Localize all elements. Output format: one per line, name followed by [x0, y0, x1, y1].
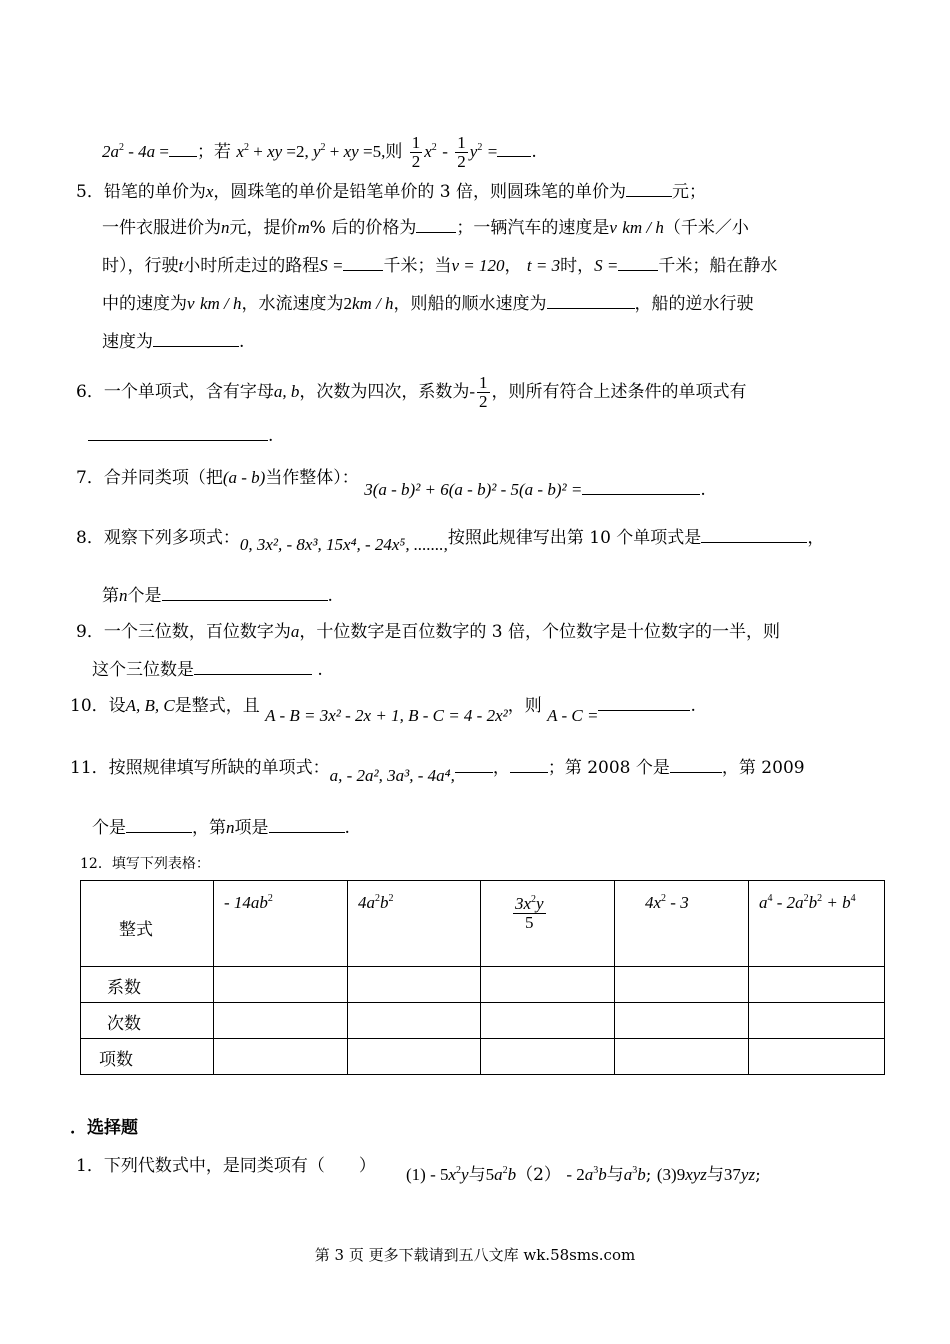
table-row: 系数 — [81, 967, 885, 1003]
answer-blank[interactable] — [582, 478, 700, 495]
answer-blank[interactable] — [88, 424, 268, 441]
answer-blank[interactable] — [343, 254, 383, 271]
q5-line1: 5．铅笔的单价为x，圆珠笔的单价是铅笔单价的 3 倍，则圆珠笔的单价为 元； — [76, 182, 706, 202]
table-col-header: - $14ab^2$ — [214, 881, 348, 967]
answer-blank[interactable] — [701, 526, 807, 543]
answer-blank[interactable] — [547, 292, 635, 309]
page-footer: 第 3 页 更多下载请到五八文库 wk.58sms.com — [314, 1246, 636, 1264]
answer-cell[interactable] — [749, 1003, 885, 1039]
answer-blank[interactable] — [126, 816, 192, 833]
answer-blank[interactable] — [416, 216, 456, 233]
answer-cell[interactable] — [214, 967, 348, 1003]
answer-cell[interactable] — [481, 967, 615, 1003]
answer-blank[interactable] — [626, 180, 672, 197]
answer-blank[interactable] — [598, 694, 690, 711]
q9-line2: 这个三位数是 . — [92, 660, 323, 680]
answer-blank[interactable] — [269, 816, 345, 833]
q5-line3: 时），行驶t小时所走过的路程S = 千米；当v = 120， t = 3时，S = 千米；船在静水 — [102, 256, 778, 276]
table-header-label: 整式 — [81, 881, 214, 967]
table-col-header: $\frac{3x^2y}{5}$ — [481, 881, 615, 967]
q6-line1: 6．一个单项式，含有字母a, b，次数为四次，系数为- $\frac{1}{2}$ ，则所有符合上述条件的单项式有 — [76, 373, 747, 411]
answer-cell[interactable] — [214, 1003, 348, 1039]
fraction-half: $\frac{1}{2}$ — [411, 133, 421, 171]
q11-line1: 11．按照规律填写所缺的单项式：a, - 2a², 3a³, - 4a⁴, ， ；第 2008 个是 ，第 2009 — [70, 758, 805, 785]
q5-line5: 速度为 . — [102, 332, 245, 352]
answer-cell[interactable] — [749, 1039, 885, 1075]
q8-line1: 8．观察下列多项式：0, 3x², - 8x³, 15x⁴, - 24x⁵, .......,按照此规律写出第 10 个单项式是 ， — [76, 528, 825, 554]
answer-cell[interactable] — [348, 1039, 481, 1075]
choice-q1: 1．下列代数式中，是同类项有（ ） — [76, 1156, 376, 1176]
answer-cell[interactable] — [481, 1003, 615, 1039]
fraction-half: $\frac{1}{2}$ — [457, 133, 466, 171]
answer-blank[interactable] — [194, 658, 312, 675]
table-col-header: $a^4 - 2a^2b^2 + b^4$ — [749, 881, 885, 967]
answer-cell[interactable] — [615, 967, 749, 1003]
answer-cell[interactable] — [749, 967, 885, 1003]
table-col-header: $4x^2 - 3$ — [615, 881, 749, 967]
section-title: ．选择题 — [70, 1118, 138, 1138]
answer-blank[interactable] — [153, 330, 239, 347]
table-row: 次数 — [81, 1003, 885, 1039]
q5-line2: 一件衣服进价为n元，提价m% 后的价格为 ；一辆汽车的速度是v km / h（千米／小 — [102, 218, 749, 238]
table-col-header: $4a^2b^2$ — [348, 881, 481, 967]
fraction-half: $\frac{1}{2}$ — [479, 373, 488, 411]
answer-blank[interactable] — [162, 584, 328, 601]
q5-line4: 中的速度为v km / h，水流速度为2km / h，则船的顺水速度为 ，船的逆水行驶 — [102, 294, 754, 314]
q12-title: 12．填写下列表格： — [80, 856, 210, 872]
answer-blank[interactable] — [169, 140, 197, 157]
q8-line2: 第n个是 . — [102, 586, 333, 606]
q9-line1: 9．一个三位数，百位数字为a，十位数字是百位数字的 3 倍，个位数字是十位数字的一半，则 — [76, 622, 780, 642]
q11-line2: 个是 ，第n项是 . — [92, 818, 350, 838]
q7: 7．合并同类项（把(a - b)当作整体）： 3(a - b)² + 6(a - b)² - 5(a - b)² = . — [76, 468, 706, 500]
answer-blank[interactable] — [455, 756, 493, 773]
answer-cell[interactable] — [214, 1039, 348, 1075]
answer-blank[interactable] — [618, 254, 658, 271]
answer-blank[interactable] — [670, 756, 722, 773]
answer-blank[interactable] — [510, 756, 548, 773]
answer-cell[interactable] — [481, 1039, 615, 1075]
answer-cell[interactable] — [348, 967, 481, 1003]
answer-cell[interactable] — [615, 1039, 749, 1075]
answer-blank[interactable] — [497, 140, 531, 157]
answer-cell[interactable] — [615, 1003, 749, 1039]
q6-line2: . — [88, 424, 273, 448]
q4-continuation: $2a^2 - 4a$ = ；若 $x^2$ + xy =2, $y^2$ + xy =5,则 $\frac{1}{2}$ $x^2$ - $\frac{1}{2}$ $y^2$ = . — [102, 133, 537, 171]
q10: 10．设A, B, C是整式，且 A - B = 3x² - 2x + 1, B - C = 4 - 2x²，则 A - C = . — [70, 696, 696, 725]
table-row: 项数 — [81, 1039, 885, 1075]
choice-q1-options: $(1) - 5x^2y$与$5a^2b(2) - 2a^3b$与$a^3b$; (3)9xyz与37yz; — [406, 1165, 761, 1185]
q12-table — [80, 880, 885, 1075]
answer-cell[interactable] — [348, 1003, 481, 1039]
